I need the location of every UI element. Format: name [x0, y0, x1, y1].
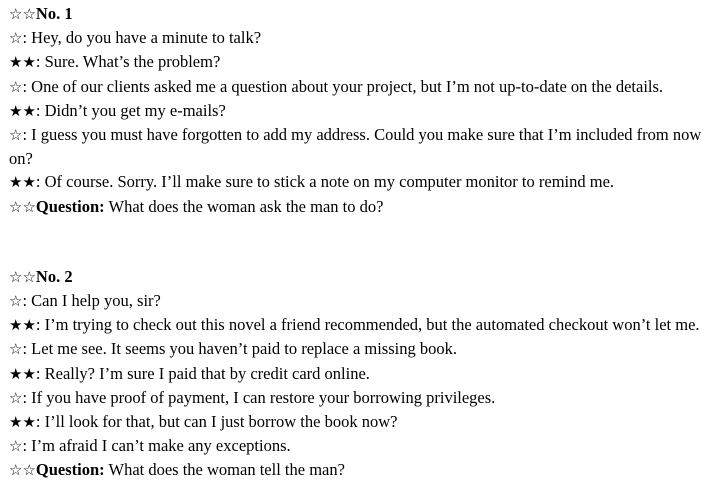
speaker-marker: ★★: [9, 364, 36, 383]
dialogue-line: [9, 289, 715, 313]
dialogue-line: [9, 386, 715, 410]
line-text: : I’ll look for that, but can I just borrow the book now?: [35, 412, 398, 432]
line-text: : One of our clients asked me a question about your project, but I’m not up-to-date on the details.: [22, 76, 664, 96]
dialogue-line: [9, 123, 715, 170]
question-text: What does the woman ask the man to do?: [104, 196, 384, 216]
line-text: : Let me see. It seems you haven’t paid to replace a missing book.: [22, 339, 457, 359]
question-label: Question:: [35, 460, 105, 480]
speaker-marker: ★★: [9, 316, 36, 335]
speaker-marker: ★★: [9, 53, 36, 72]
dialogue-heading: [9, 2, 715, 26]
dialogue-2: [9, 265, 715, 483]
speaker-marker: ☆: [9, 388, 23, 407]
line-text: : Hey, do you have a minute to talk?: [22, 28, 262, 48]
dialogue-number: No. 2: [35, 266, 73, 286]
question-label: Question:: [35, 196, 105, 216]
star-icon: ☆☆: [9, 5, 36, 23]
speaker-marker: ★★: [9, 413, 36, 432]
star-icon: ☆☆: [9, 461, 36, 480]
speaker-marker: ☆: [9, 77, 23, 96]
dialogue-line: [9, 313, 715, 337]
speaker-marker: ★★: [9, 101, 36, 120]
dialogue-line: [9, 362, 715, 386]
dialogue-1: [9, 2, 715, 219]
speaker-marker: ☆: [9, 437, 23, 456]
dialogue-line: [9, 75, 715, 99]
line-text: : Didn’t you get my e-mails?: [35, 100, 226, 120]
star-icon: ☆☆: [9, 267, 36, 286]
dialogue-line: [9, 410, 715, 434]
question-line: [9, 458, 715, 482]
dialogue-line: [9, 99, 715, 123]
line-text: : Can I help you, sir?: [22, 291, 161, 311]
line-text: : I guess you must have forgotten to add my address. Could you make sure that I’m included from now on?: [9, 125, 702, 169]
star-icon: ☆☆: [9, 197, 36, 216]
line-text: : I’m afraid I can’t make any exceptions.: [22, 436, 291, 456]
speaker-marker: ☆: [9, 126, 23, 145]
line-text: : Sure. What’s the problem?: [35, 52, 221, 72]
dialogue-heading: [9, 265, 715, 289]
speaker-marker: ★★: [9, 173, 36, 192]
question-text: What does the woman tell the man?: [104, 460, 345, 480]
dialogue-line: [9, 434, 715, 458]
dialogue-line: [9, 170, 715, 194]
speaker-marker: ☆: [9, 29, 23, 48]
speaker-marker: ☆: [9, 292, 23, 311]
dialogue-line: [9, 50, 715, 74]
line-text: : Really? I’m sure I paid that by credit card online.: [35, 363, 370, 383]
line-text: : Of course. Sorry. I’ll make sure to stick a note on my computer monitor to remind me.: [35, 172, 615, 192]
question-line: [9, 195, 715, 219]
line-text: : I’m trying to check out this novel a friend recommended, but the automated checkout won’t let me.: [35, 315, 700, 335]
speaker-marker: ☆: [9, 340, 23, 359]
line-text: : If you have proof of payment, I can restore your borrowing privileges.: [22, 387, 496, 407]
dialogue-line: [9, 337, 715, 361]
dialogue-number: No. 1: [35, 4, 73, 23]
dialogue-line: [9, 26, 715, 50]
